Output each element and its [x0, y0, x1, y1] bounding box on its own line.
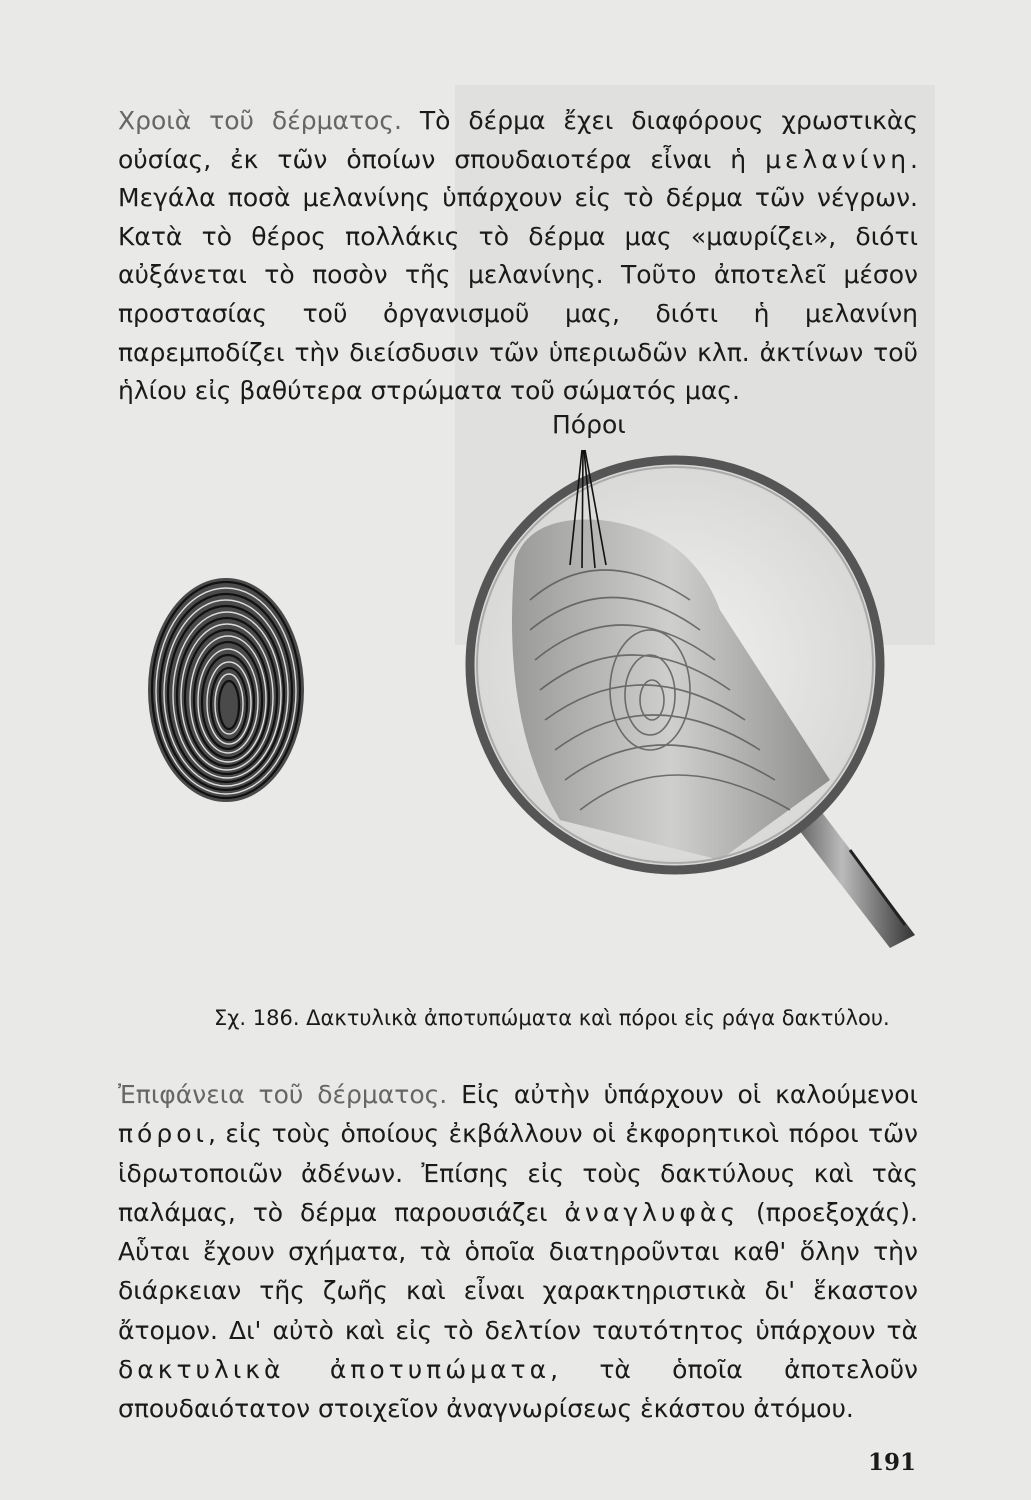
section-heading-skin-surface: Ἐπιφάνεια τοῦ δέρματος. — [118, 1080, 448, 1109]
text-segment: , εἰς τοὺς ὁποίους ἐκβάλλουν οἱ ἐκφορητικοὶ πόροι τῶν ἱδρωτοποιῶν ἀδένων. Ἐπίσης εἰς τοὺς δακτύλους καὶ τὰς παλάμας, τὸ δέρμα παρουσιάζει — [118, 1119, 918, 1227]
magnifying-glass-image — [470, 460, 915, 948]
page-number: 191 — [868, 1449, 917, 1476]
text-segment: (προεξοχάς). Αὗται ἔχουν σχήματα, τὰ ὁποῖα διατηροῦνται καθ' ὅλην τὴν διάρκειαν τῆς ζωῆς καὶ εἶναι χαρακτηριστικὰ δι' ἕκαστον ἄτομον. Δι' αὐτὸ καὶ εἰς τὸ δελτίον ταυτότητος ὑπάρχουν τὰ — [118, 1197, 918, 1345]
section-heading-skin-color: Χροιὰ τοῦ δέρματος. — [118, 106, 402, 135]
figure-caption: Σχ. 186. Δακτυλικὰ ἀποτυπώματα καὶ πόροι εἰς ράγα δακτύλου. — [214, 1006, 890, 1030]
text-segment: . Μεγάλα ποσὰ μελανίνης ὑπάρχουν εἰς τὸ δέρμα τῶν νέγρων. Κατὰ τὸ θέρος πολλάκις τὸ δέρμα μας «μαυρίζει», διότι αὐξάνεται τὸ ποσὸν τῆς μελανίνης. Τοῦτο ἀποτελεῖ μέσον προστασίας τοῦ ὀργανισμοῦ μας, διότι ἡ μελανίνη παρεμποδίζει τὴν διείσδυσιν τῶν ὑπεριωδῶν κλπ. ἀκτίνων τοῦ ἡλίου εἰς βαθύτερα στρώματα τοῦ σώματός μας. — [118, 144, 918, 406]
spaced-term-melanin: μελανίνη — [765, 144, 911, 174]
pores-label: Πόροι — [552, 410, 626, 439]
text-segment: Εἰς αὐτὴν ὑπάρχουν οἱ καλούμενοι — [447, 1080, 918, 1109]
paragraph-skin-surface — [118, 1075, 918, 1429]
text-segment: Τὸ δέρμα ἔχει διαφόρους χρωστικὰς οὐσίας, ἐκ τῶν ὁποίων σπουδαιοτέρα εἶναι ἡ — [118, 106, 918, 174]
spaced-term-pores: πόροι — [118, 1119, 208, 1149]
fingerprint-image — [148, 578, 304, 802]
spaced-term-fingerprints: δακτυλικὰ ἀποτυπώματα — [118, 1355, 551, 1385]
text-segment: , τὰ ὁποῖα ἀποτελοῦν σπουδαιότατον στοιχεῖον ἀναγνωρίσεως ἑκάστου ἀτόμου. — [118, 1355, 918, 1424]
spaced-term-reliefs: ἀναγλυφὰς — [564, 1197, 740, 1227]
